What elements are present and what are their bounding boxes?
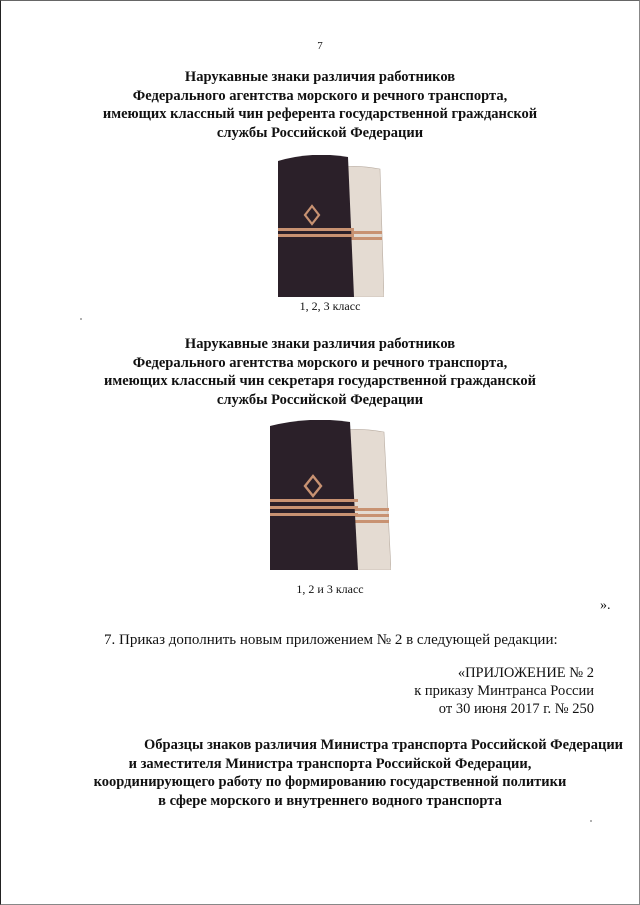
- front-stripe: [278, 234, 354, 237]
- heading-line: Федерального агентства морского и речного транспорта,: [132, 354, 508, 371]
- heading-line: службы Российской Федерации: [216, 391, 424, 408]
- secretary-sleeve-insignia: [270, 420, 391, 570]
- heading-line: координирующего работу по формированию государственной политики: [93, 774, 567, 790]
- back-stripe: [352, 520, 389, 523]
- appendix-header: [380, 664, 594, 718]
- page-number: 7: [317, 40, 323, 52]
- front-stripe: [270, 513, 358, 516]
- appendix-line: «ПРИЛОЖЕНИЕ № 2: [457, 665, 594, 681]
- scan-speck: [80, 318, 82, 320]
- sleeve-front-dark: [278, 155, 354, 297]
- section-3-heading: [70, 736, 624, 810]
- heading-line: Образцы знаков различия Министра транспорта Российской Федерации: [144, 737, 624, 753]
- back-stripe: [350, 231, 382, 234]
- appendix-line: к приказу Минтранса России: [414, 683, 594, 699]
- section-2-caption: 1, 2 и 3 класс: [296, 582, 364, 596]
- heading-line: имеющих классный чин секретаря государственной гражданской: [103, 373, 536, 389]
- front-stripe: [270, 499, 358, 502]
- front-stripe: [278, 228, 354, 231]
- heading-line: и заместителя Министра транспорта Российской Федерации,: [128, 755, 532, 772]
- front-stripe: [270, 506, 358, 509]
- closing-quote-mark: ».: [600, 598, 611, 613]
- referent-sleeve-insignia: [278, 155, 384, 297]
- heading-line: Нарукавные знаки различия работников: [184, 336, 456, 352]
- scan-speck: [590, 820, 592, 822]
- section-1-heading: [60, 68, 580, 142]
- section-1-caption: 1, 2, 3 класс: [299, 299, 361, 313]
- section-2-heading: [60, 335, 580, 409]
- heading-line: имеющих классный чин референта государственной гражданской: [102, 106, 538, 122]
- heading-line: Нарукавные знаки различия работников: [184, 69, 456, 85]
- appendix-line: от 30 июня 2017 г. № 250: [438, 701, 594, 717]
- back-stripe: [350, 237, 382, 240]
- heading-line: Федерального агентства морского и речного транспорта,: [132, 87, 508, 104]
- paragraph-7: 7. Приказ дополнить новым приложением № 2 в следующей редакции:: [104, 632, 558, 648]
- heading-line: службы Российской Федерации: [216, 124, 424, 141]
- heading-line: в сфере морского и внутреннего водного транспорта: [158, 792, 502, 809]
